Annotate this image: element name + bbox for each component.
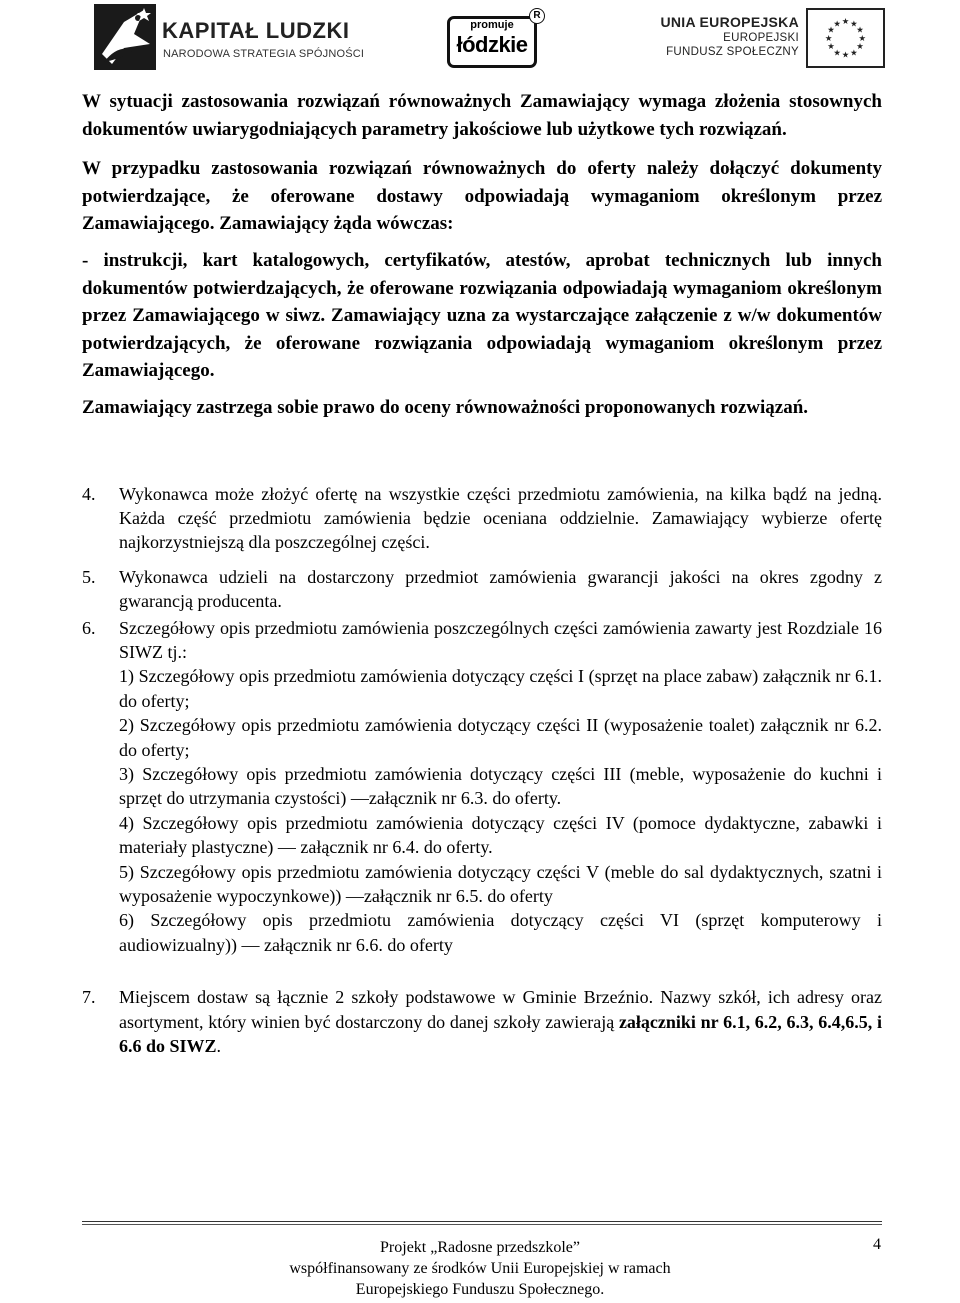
svg-text:★: ★ [824,32,833,43]
list-number: 5. [82,566,96,587]
svg-text:★: ★ [833,18,841,29]
paragraph-equivalent-requirements: W przypadku zastosowania rozwiązań równoważnych do oferty należy dołączyć dokumenty potwierdzające, że oferowane dostawy odpowiadają wymaganiom określonym przez Zamawiającego. Zamawiający żąda wówczas: [82,158,882,235]
document-body [82,88,882,1058]
svg-text:★: ★ [850,18,858,29]
footer-funding-line: współfinansowany ze środków Unii Europejskiej w ramach [289,1260,671,1277]
list-number: 4. [82,483,96,504]
paragraph-equivalent-documents: W sytuacji zastosowania rozwiązań równoważnych Zamawiający wymaga złożenia stosownych dokumentów uwiarygodniających parametry jakościowe lub użytkowe tych rozwiązań. [82,91,882,140]
kapital-ludzki-title: KAPITAŁ LUDZKI [162,18,350,43]
sub-item-part-2: 2) Szczegółowy opis przedmiotu zamówienia dotyczący części II (wyposażenie toalet) załącznik nr 6.2. do oferty; [119,715,882,760]
footer-fund-name: Europejskiego Funduszu Społecznego. [355,1281,605,1298]
svg-text:★: ★ [827,24,835,35]
sub-item-part-4: 4) Szczegółowy opis przedmiotu zamówienia dotyczący części IV (pomoce dydaktyczne, zabawki i materiały plastyczne) — załącznik nr 6.4. do oferty. [119,812,882,858]
svg-text:★: ★ [841,16,850,26]
sub-item-part-1: 1) Szczegółowy opis przedmiotu zamówienia dotyczący części I (sprzęt na place zabaw) załącznik nr 6.1. do oferty; [119,666,882,711]
footer-divider [82,1221,882,1222]
list-item-4 [82,482,882,555]
svg-text:★: ★ [858,32,867,43]
svg-text:★: ★ [850,47,858,58]
list-number: 6. [82,617,96,638]
list-item-text [119,985,882,1058]
eu-line-2: EUROPEJSKI [723,32,799,44]
eu-line-1: UNIA EUROPEJSKA [660,14,799,30]
eu-line-3: FUNDUSZ SPOŁECZNY [666,46,799,58]
eu-text [660,14,799,59]
sub-item-part-5: 5) Szczegółowy opis przedmiotu zamówienia dotyczący części V (meble do sal dydaktycznych, szatni i wyposażenie wypoczynkowe)) —załącznik nr 6.5. do oferty [119,861,882,907]
kapital-ludzki-emblem-icon [94,4,156,70]
lodzkie-big-text: łódzkie [456,32,528,57]
kapital-ludzki-subtitle: NARODOWA STRATEGIA SPÓJNOŚCI [163,48,365,60]
delivery-text: Miejscem dostaw są łącznie 2 szkoły podstawowe w Gminie Brzeźnio. Nazwy szkół, ich adresy oraz asortyment, który winien być dostarczony do danej szkoły zawierają [119,987,882,1032]
svg-text:★: ★ [833,47,841,58]
kapital-ludzki-logo [94,4,365,70]
list-number: 7. [82,987,96,1008]
list-item-text: Szczegółowy opis przedmiotu zamówienia poszczególnych części zamówienia zawarty jest Rozdziale 16 SIWZ tj.: [119,617,882,662]
page-header [0,0,960,80]
svg-text:★: ★ [856,24,864,35]
equivalence-section [82,88,882,422]
list-item-7 [82,985,882,1058]
footer-project-name: Projekt „Radosne przedszkole” [380,1239,580,1256]
svg-text:★: ★ [856,41,864,52]
page-footer [0,1237,960,1300]
svg-text:★: ★ [841,49,850,60]
registered-mark: R [529,8,545,24]
footer-divider-2 [82,1224,882,1225]
paragraph-equivalence-assessment: Zamawiający zastrzega sobie prawo do oceny równoważności proponowanych rozwiązań. [82,396,809,418]
promuje-lodzkie-logo [447,8,551,68]
list-item-5 [82,565,882,614]
eu-stars-flag-icon [806,8,885,68]
list-item-text: Wykonawca udzieli na dostarczony przedmiot zamówienia gwarancji jakości na okres zgodny z gwarancją producenta. [119,566,882,612]
list-item-text: Wykonawca może złożyć ofertę na wszystkie części przedmiotu zamówienia, na kilka bądź na jedną. Każda część przedmiotu zamówienia będzie oceniana oddzielnie. Zamawiający wybierze ofertę najkorzystniejszą dla poszczególnej części. [119,483,882,553]
sub-item-part-3: 3) Szczegółowy opis przedmiotu zamówienia dotyczący części III (meble, wyposażenie do kuchni i sprzęt do utrzymania czystości) —załącznik nr 6.3. do oferty. [119,764,882,809]
sub-item-part-6: 6) Szczegółowy opis przedmiotu zamówienia dotyczący części VI (sprzęt komputerowy i audiowizualny)) — załącznik nr 6.6. do oferty [119,910,882,955]
paragraph-required-documents: - instrukcji, kart katalogowych, certyfikatów, atestów, aprobat technicznych lub innych dokumentów potwierdzających, że oferowane rozwiązania odpowiadają wymaganiom określonym przez Zamawiającego w siwz. Zamawiający uzna za wystarczające załączenie z w/w dokumentów potwierdzających, że oferowane rozwiązania odpowiadają wymaganiom określonym przez Zamawiającego. [82,249,882,382]
attachments-reference: załączniki nr 6.1, 6.2, 6.3, 6.4,6.5, i 6.6 do SIWZ [119,1011,882,1057]
numbered-list [82,482,882,1059]
list-item-6 [82,616,882,958]
svg-text:★: ★ [827,41,835,52]
page-number: 4 [873,1236,881,1253]
sentence-end: . [216,1036,222,1057]
eu-logo [660,8,885,70]
lodzkie-small-text: promuje [470,19,514,31]
